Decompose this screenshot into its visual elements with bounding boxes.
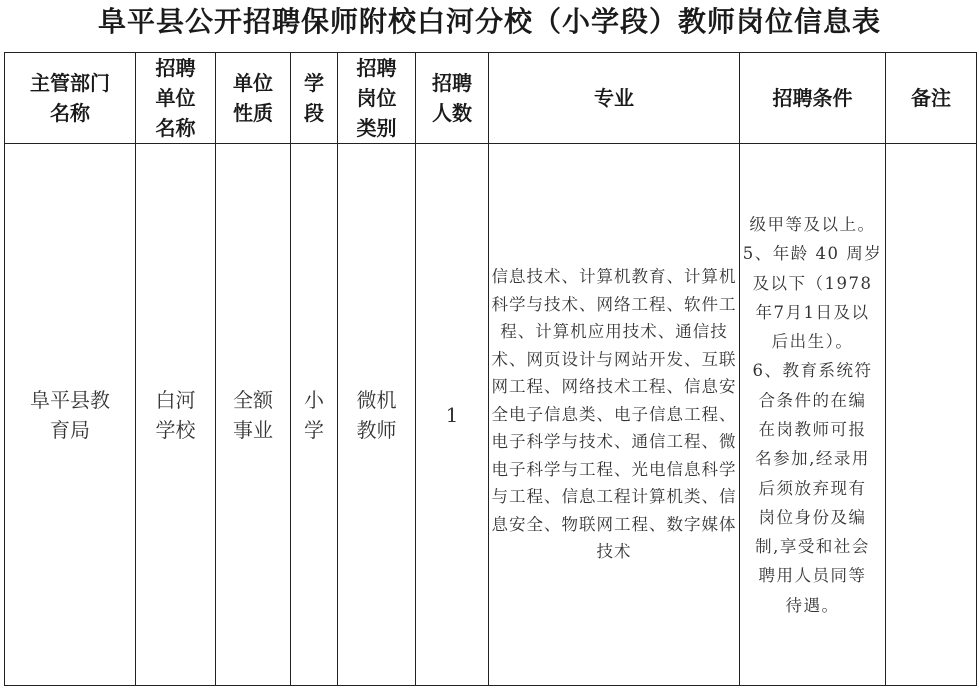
cell-post-type [338, 144, 416, 686]
header-row [5, 53, 977, 144]
header-major [489, 53, 740, 144]
cell-conditions-text: 级甲等及以上。 5、年龄 40 周岁 及以下（1978 年7月1日及以 后出生）。 6、教育系统符 合条件的在编 在岗教师可报 名参加,经录用 后须放弃现有 岗位身份及编 制,享受和社会 聘用人员同等 待遇。 [742, 214, 883, 615]
header-remarks [886, 53, 977, 144]
header-post-type-label: 招聘 岗位 类别 [356, 56, 397, 140]
header-dept-label: 主管部门 名称 [30, 71, 110, 125]
page-title: 阜平县公开招聘保师附校白河分校（小学段）教师岗位信息表 [97, 5, 881, 38]
cell-conditions [740, 144, 886, 686]
recruitment-table [4, 52, 977, 686]
cell-unit-type [216, 144, 291, 686]
cell-post-type-text: 微机 教师 [356, 387, 397, 442]
header-major-label: 专业 [594, 86, 634, 110]
header-stage-label: 学 段 [304, 71, 324, 125]
header-count [416, 53, 489, 144]
header-unit-type-label: 单位 性质 [233, 71, 273, 125]
header-count-label: 招聘 人数 [432, 71, 472, 125]
cell-stage [291, 144, 338, 686]
cell-count-text: 1 [445, 402, 459, 427]
cell-stage-text: 小 学 [304, 387, 324, 442]
header-stage [291, 53, 338, 144]
header-unit-name [136, 53, 216, 144]
cell-dept-text: 阜平县教 育局 [30, 387, 110, 442]
cell-unit-name [136, 144, 216, 686]
header-conditions [740, 53, 886, 144]
cell-unit-type-text: 全额 事业 [233, 387, 273, 442]
header-dept [5, 53, 136, 144]
header-post-type [338, 53, 416, 144]
header-unit-type [216, 53, 291, 144]
header-conditions-label: 招聘条件 [772, 86, 853, 110]
cell-remarks [886, 144, 977, 686]
cell-count [416, 144, 489, 686]
cell-dept [5, 144, 136, 686]
header-unit-name-label: 招聘 单位 名称 [155, 56, 196, 140]
table-row [5, 144, 977, 686]
cell-major [489, 144, 740, 686]
cell-unit-name-text: 白河 学校 [155, 387, 196, 442]
cell-major-text: 信息技术、计算机教育、计算机科学与技术、网络工程、软件工程、计算机应用技术、通信技术、网页设计与网站开发、互联网工程、网络技术工程、信息安全电子信息类、电子信息工程、电子科学与技术、通信工程、微电子科学与工程、光电信息科学与工程、信息工程计算机类、信息安全、物联网工程、数字媒体技术 [491, 267, 737, 562]
header-remarks-label: 备注 [911, 86, 951, 110]
